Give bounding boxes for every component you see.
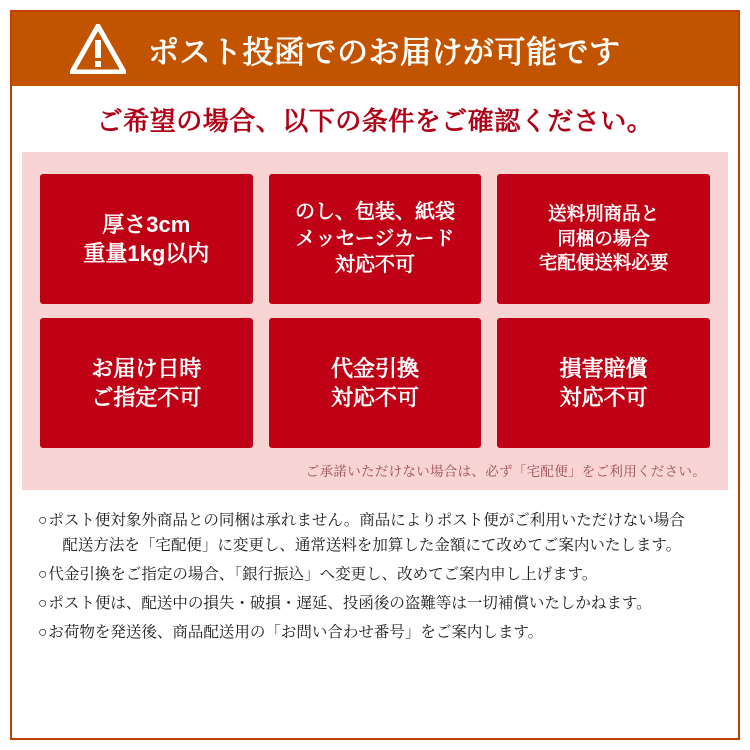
condition-line: 宅配便送料必要 (538, 252, 669, 274)
warning-triangle-icon (70, 24, 126, 74)
note-body (48, 562, 716, 587)
note-main: 代金引換をご指定の場合、「銀行振込」へ変更し、改めてご案内申し上げます。 (48, 566, 598, 584)
condition-line: のし、包装、紙袋 (294, 201, 455, 224)
note-body (48, 508, 716, 558)
subtitle-text: ご希望の場合、以下の条件をご確認ください。 (96, 105, 654, 136)
subtitle-band (12, 86, 738, 152)
notice-frame (10, 10, 740, 740)
note-bullet: ○ (38, 512, 48, 529)
conditions-panel (22, 152, 728, 490)
condition-thickness-weight (40, 174, 253, 304)
condition-wrapping-unavailable (269, 174, 482, 304)
note-item (38, 508, 716, 558)
note-body (48, 591, 716, 616)
note-main: ポスト便は、配送中の損失・破損・遅延、投函後の盗難等は一切補償いたしかねます。 (48, 595, 652, 613)
condition-line: 厚さ3cm (102, 211, 191, 237)
conditions-note: ご承諾いただけない場合は、必ず「宅配便」をご利用ください。 (305, 464, 706, 479)
condition-line: お届け日時 (91, 355, 202, 381)
note-main: お荷物を発送後、商品配送用の「お問い合わせ番号」をご案内します。 (48, 624, 544, 642)
condition-line: 代金引換 (330, 355, 419, 381)
condition-cash-on-delivery-unavailable (269, 318, 482, 448)
condition-line: 対応不可 (559, 385, 648, 410)
condition-compensation-unavailable (497, 318, 710, 448)
condition-line: 重量1kg以内 (83, 241, 210, 266)
condition-separate-shipping-fee (497, 174, 710, 304)
note-item (38, 620, 716, 645)
condition-line: 送料別商品と (548, 203, 660, 225)
note-item (38, 562, 716, 587)
condition-line: メッセージカード (295, 227, 455, 250)
condition-line: 同梱の場合 (557, 227, 650, 249)
note-body (48, 620, 716, 645)
note-bullet: ○ (38, 624, 48, 642)
conditions-grid (40, 174, 710, 448)
footer-notes (12, 490, 738, 738)
condition-delivery-datetime-unavailable (40, 318, 253, 448)
header-title: ポスト投函でのお届けが可能です (148, 34, 621, 70)
condition-line: 損害賠償 (559, 355, 648, 381)
header-banner (12, 12, 738, 86)
condition-line: ご指定不可 (91, 385, 202, 410)
note-sub: 配送方法を「宅配便」に変更し、通常送料を加算した金額にて改めてご案内いたします。 (62, 537, 682, 555)
note-bullet: ○ (38, 595, 48, 613)
note-bullet: ○ (38, 566, 48, 584)
condition-line: 対応不可 (334, 254, 415, 277)
note-item (38, 591, 716, 616)
condition-line: 対応不可 (330, 385, 419, 410)
note-main: ポスト便対象外商品との同梱は承れません。商品によりポスト便がご利用いただけない場合 (48, 512, 685, 529)
